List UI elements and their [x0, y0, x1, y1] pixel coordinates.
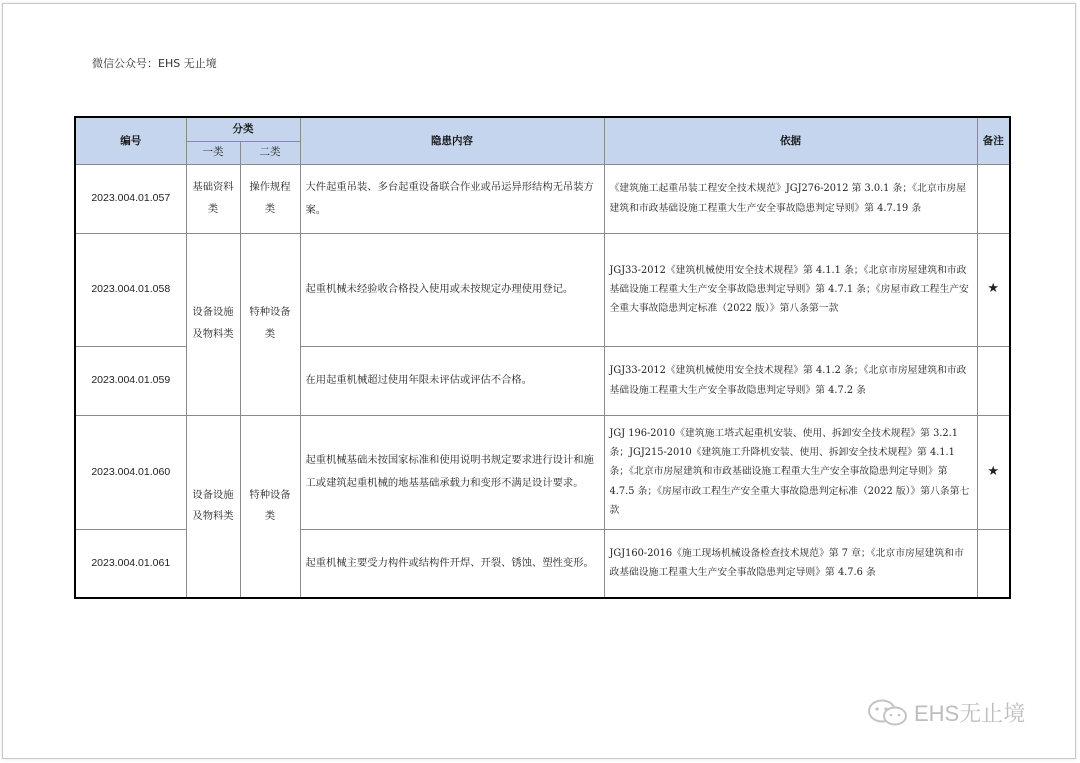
- hazard-basis: JGJ 196-2010《建筑施工塔式起重机安装、使用、拆卸安全技术规程》第 3.2.1 条；JGJ215-2010《建筑施工升降机安装、使用、拆卸安全技术规程》第 4.1.1 条；《北京市房屋建筑和市政基础设施工程重大生产安全事故隐患判定导则》第 4.7.5 条；《房屋市政工程生产安全重大事故隐患判定标准（2022 版）》第八条第七款: [604, 415, 977, 529]
- remark: [977, 346, 1010, 415]
- header-remark: 备注: [977, 117, 1010, 164]
- remark: [977, 164, 1010, 233]
- row-id: 2023.004.01.060: [75, 415, 186, 529]
- category-level2: 特种设备类: [240, 233, 300, 415]
- category-level2: 操作规程类: [240, 164, 300, 233]
- table-row: [75, 164, 1010, 233]
- header-content: 隐患内容: [300, 117, 604, 164]
- watermark-text: EHS无止境: [914, 701, 1026, 726]
- row-id: 2023.004.01.058: [75, 233, 186, 346]
- remark-star: ★: [977, 233, 1010, 346]
- category-level1: 设备设施及物料类: [186, 415, 240, 598]
- wechat-icon: [866, 698, 910, 728]
- header-basis: 依据: [604, 117, 977, 164]
- row-id: 2023.004.01.057: [75, 164, 186, 233]
- watermark: [866, 697, 1025, 728]
- table-row: [75, 415, 1010, 529]
- wechat-account-note: 微信公众号：EHS 无止境: [92, 57, 217, 70]
- header-category-level2: 二类: [240, 141, 300, 164]
- hazard-basis: JGJ160-2016《施工现场机械设备检查技术规范》第 7 章；《北京市房屋建筑和市政基础设施工程重大生产安全事故隐患判定导则》第 4.7.6 条: [604, 529, 977, 598]
- hazard-basis: JGJ33-2012《建筑机械使用安全技术规程》第 4.1.2 条；《北京市房屋建筑和市政基础设施工程重大生产安全事故隐患判定导则》第 4.7.2 条: [604, 346, 977, 415]
- header-id: 编号: [75, 117, 186, 164]
- header-category: 分类: [186, 117, 300, 141]
- header-category-level1: 一类: [186, 141, 240, 164]
- row-id: 2023.004.01.061: [75, 529, 186, 598]
- hazard-content: 起重机械基础未按国家标准和使用说明书规定要求进行设计和施工或建筑起重机械的地基基础承载力和变形不满足设计要求。: [300, 415, 604, 529]
- hazard-content: 起重机械主要受力构件或结构件开焊、开裂、锈蚀、塑性变形。: [300, 529, 604, 598]
- hazard-basis: 《建筑施工起重吊装工程安全技术规范》JGJ276-2012 第 3.0.1 条；《北京市房屋建筑和市政基础设施工程重大生产安全事故隐患判定导则》第 4.7.19 条: [604, 164, 977, 233]
- remark-star: ★: [977, 415, 1010, 529]
- hazard-content: 起重机械未经验收合格投入使用或未按规定办理使用登记。: [300, 233, 604, 346]
- remark: [977, 529, 1010, 598]
- category-level2: 特种设备类: [240, 415, 300, 598]
- hazard-basis: JGJ33-2012《建筑机械使用安全技术规程》第 4.1.1 条；《北京市房屋建筑和市政基础设施工程重大生产安全事故隐患判定导则》第 4.7.1 条；《房屋市政工程生产安全重大事故隐患判定标准（2022 版）》第八条第一款: [604, 233, 977, 346]
- hazard-content: 大件起重吊装、多台起重设备联合作业或吊运异形结构无吊装方案。: [300, 164, 604, 233]
- hazard-table: [74, 116, 1011, 599]
- table-row: [75, 233, 1010, 346]
- row-id: 2023.004.01.059: [75, 346, 186, 415]
- category-level1: 基础资料类: [186, 164, 240, 233]
- hazard-content: 在用起重机械超过使用年限未评估或评估不合格。: [300, 346, 604, 415]
- category-level1: 设备设施及物料类: [186, 233, 240, 415]
